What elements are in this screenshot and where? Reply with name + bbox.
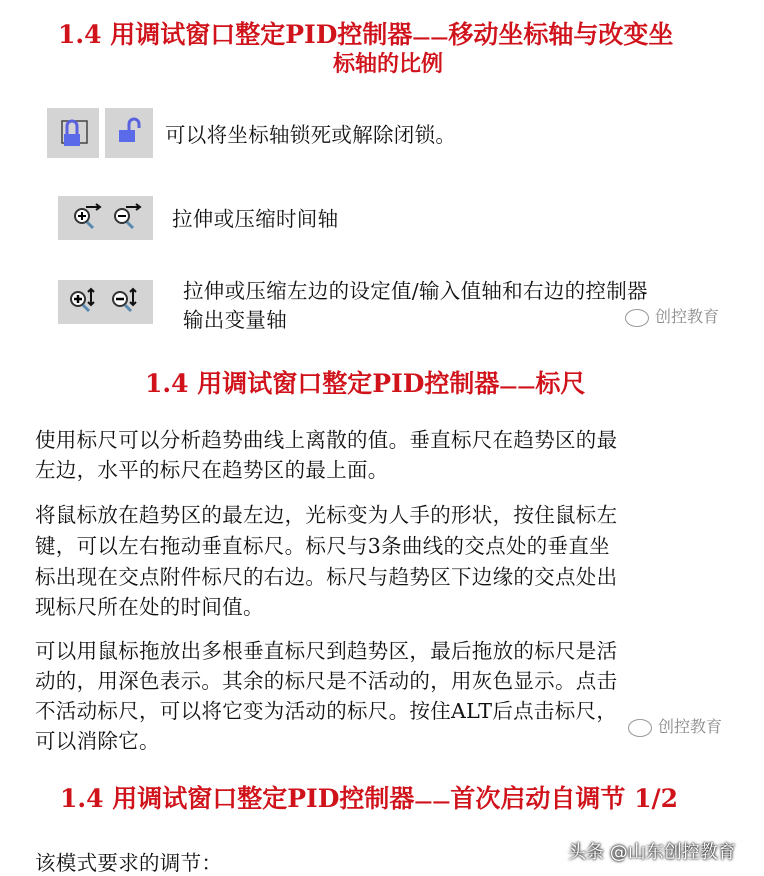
paragraph-line: 使用标尺可以分析趋势曲线上离散的值。垂直标尺在趋势区的最 bbox=[35, 428, 618, 452]
watermark: 创控教育 bbox=[625, 304, 719, 327]
icon-desc-lock: 可以将坐标轴锁死或解除闭锁。 bbox=[165, 123, 457, 147]
icon-desc-value-line1: 拉伸或压缩左边的设定值/输入值轴和右边的控制器 bbox=[183, 279, 648, 303]
paragraph-line: 动的，用深色表示。其余的标尺是不活动的，用灰色显示。点击 bbox=[35, 669, 618, 693]
paragraph-line: 可以消除它。 bbox=[35, 729, 160, 753]
lock-axis-icon bbox=[47, 108, 99, 158]
paragraph-line: 键，可以左右拖动垂直标尺。标尺与3条曲线的交点处的垂直坐 bbox=[35, 534, 610, 558]
unlock-axis-icon bbox=[105, 108, 153, 158]
paragraph-line: 现标尺所在处的时间值。 bbox=[35, 595, 264, 619]
zoom-in-time-icon bbox=[75, 204, 100, 228]
section-title-1-line2: 标轴的比例 bbox=[333, 51, 444, 77]
zoom-out-value-icon bbox=[113, 289, 136, 311]
section-title-1: 1.4 用调试窗口整定PID控制器——移动坐标轴与改变坐 bbox=[58, 20, 674, 49]
toutiao-watermark: 头条 @山东创控教育 bbox=[568, 842, 736, 863]
paragraph-line: 可以用鼠标拖放出多根垂直标尺到趋势区，最后拖放的标尺是活 bbox=[35, 639, 618, 663]
wechat-icon bbox=[625, 309, 649, 327]
section-title-3: 1.4 用调试窗口整定PID控制器——首次启动自调节 1/2 bbox=[60, 784, 679, 813]
time-zoom-icons bbox=[58, 196, 153, 240]
paragraph-line: 标出现在交点附件标尺的右边。标尺与趋势区下边缘的交点处出 bbox=[35, 565, 618, 589]
value-zoom-icons bbox=[58, 280, 153, 324]
icon-desc-time: 拉伸或压缩时间轴 bbox=[172, 207, 339, 231]
paragraph-line: 该模式要求的调节： bbox=[35, 851, 223, 875]
section-title-2: 1.4 用调试窗口整定PID控制器——标尺 bbox=[145, 369, 586, 398]
zoom-in-value-icon bbox=[71, 289, 94, 311]
watermark: 创控教育 bbox=[628, 714, 722, 737]
paragraph-line: 将鼠标放在趋势区的最左边，光标变为人手的形状，按住鼠标左 bbox=[35, 503, 618, 527]
zoom-out-time-icon bbox=[115, 204, 140, 228]
wechat-icon bbox=[628, 719, 652, 737]
paragraph-line: 不活动标尺，可以将它变为活动的标尺。按住ALT后点击标尺， bbox=[35, 699, 618, 723]
paragraph-line: 左边，水平的标尺在趋势区的最上面。 bbox=[35, 458, 389, 482]
icon-desc-value-line2: 输出变量轴 bbox=[183, 308, 287, 332]
